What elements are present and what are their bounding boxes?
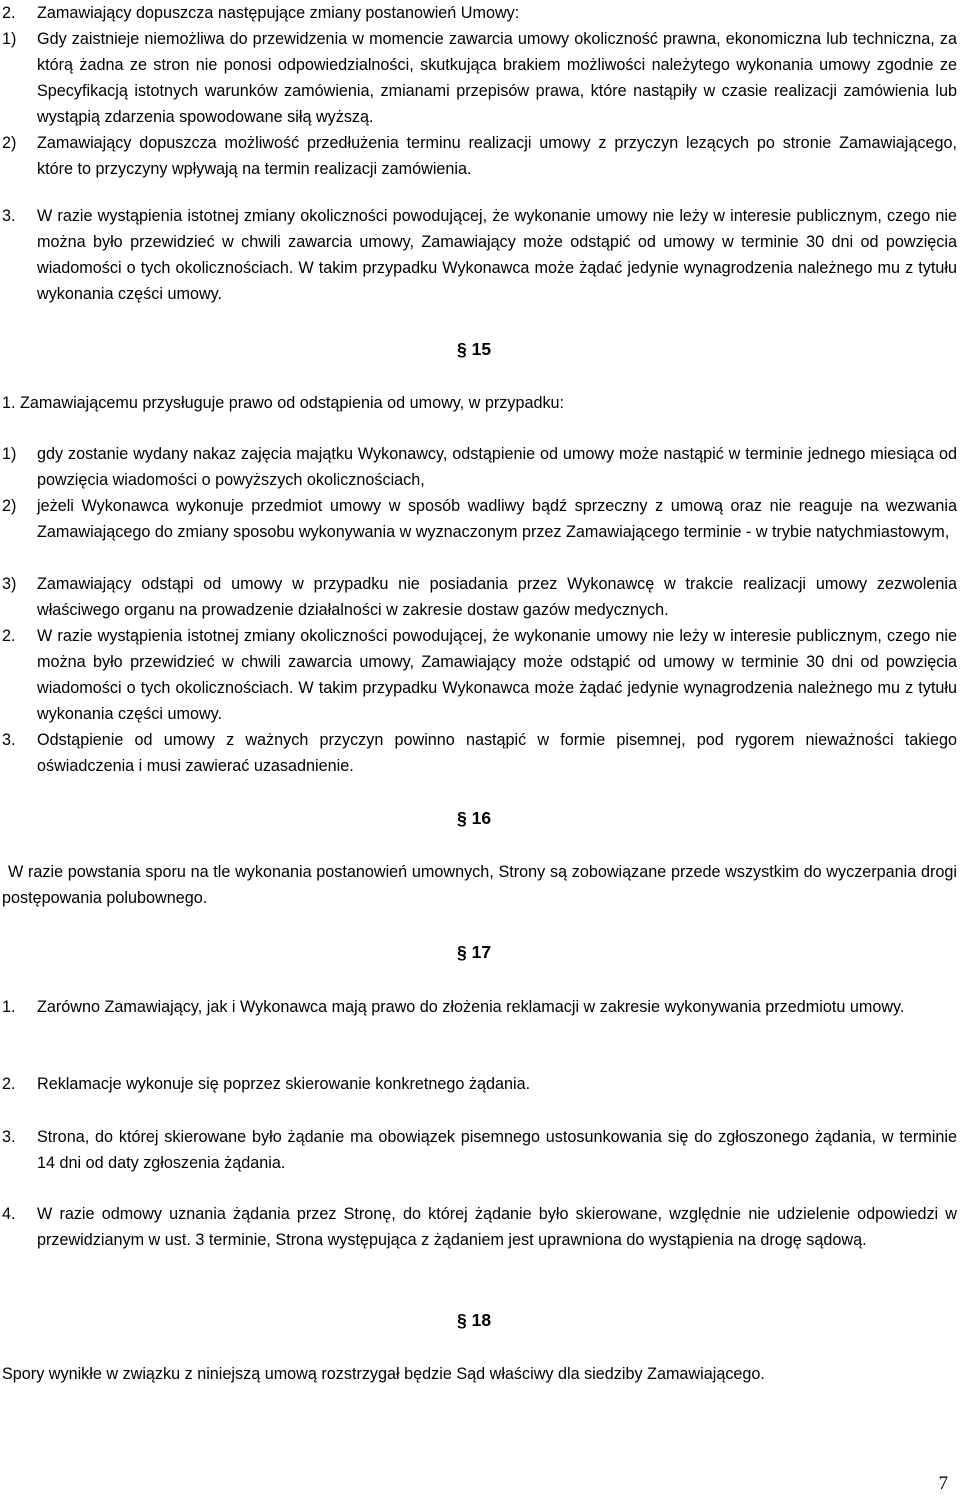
item-number: 3) <box>2 575 17 593</box>
page-number: 7 <box>938 1473 948 1494</box>
section-heading: § 17 <box>457 942 492 962</box>
paragraph-text: Zamawiający dopuszcza możliwość przedłużenia terminu realizacji umowy z przyczyn lezących po stronie Zamawiającego, które to przyczyny wpływają na termin realizacji zamówienia. <box>37 134 957 178</box>
paragraph-text: Reklamacje wykonuje się poprzez skierowanie konkretnego żądania. <box>37 1075 531 1093</box>
item-number: 3. <box>2 731 16 749</box>
section-heading: § 16 <box>457 808 492 828</box>
paragraph-text: W razie odmowy uznania żądania przez Stronę, do której żądanie było skierowane, względnie nie udzielenie odpowiedzi w przewidzianym w ust. 3 terminie, Strona występująca z żądaniem jest uprawniona do wystąpienia na drogę sądową. <box>37 1205 957 1249</box>
item-number: 2. <box>2 4 16 22</box>
paragraph-text: Zamawiający dopuszcza następujące zmiany postanowień Umowy: <box>37 4 520 22</box>
item-number: 3. <box>2 1128 16 1146</box>
paragraph-text: Spory wynikłe w związku z niniejszą umową rozstrzygał będzie Sąd właściwy dla siedziby Zamawiającego. <box>2 1365 765 1383</box>
item-number: 2) <box>2 134 17 152</box>
paragraph-text: Zamawiający odstąpi od umowy w przypadku nie posiadania przez Wykonawcę w trakcie realizacji umowy zezwolenia właściwego organu na prowadzenie działalności w zakresie dostaw gazów medycznych. <box>37 575 957 619</box>
paragraph-text: jeżeli Wykonawca wykonuje przedmiot umowy w sposób wadliwy bądź sprzeczny z umową oraz nie reaguje na wezwania Zamawiającego do zmiany sposobu wykonywania w wyznaczonym przez Zamawiającego terminie - w trybie natychmiastowym, <box>37 497 957 541</box>
item-number: 1) <box>2 30 17 48</box>
item-number: 1) <box>2 445 17 463</box>
paragraph-text: W razie wystąpienia istotnej zmiany okoliczności powodującej, że wykonanie umowy nie leży w interesie publicznym, czego nie można było przewidzieć w chwili zawarcia umowy, Zamawiający może odstąpić od umowy w terminie 30 dni od powzięcia wiadomości o tych okolicznościach. W takim przypadku Wykonawca może żądać jedynie wynagrodzenia należnego mu z tytułu wykonania części umowy. <box>37 627 957 723</box>
paragraph-text: Gdy zaistnieje niemożliwa do przewidzenia w momencie zawarcia umowy okoliczność prawna, ekonomiczna lub techniczna, za którą żadna ze stron nie ponosi odpowiedzialności, skutkująca brakiem możliwości należytego wykonania umowy zgodnie ze Specyfikacją istotnych warunków zamówienia, zmianami przepisów prawa, które nastąpiły w czasie realizacji zamówienia lub wystąpią zdarzenia spowodowane siłą wyższą. <box>37 30 957 126</box>
paragraph-text: Strona, do której skierowane było żądanie ma obowiązek pisemnego ustosunkowania się do zgłoszonego żądania, w terminie 14 dni od daty zgłoszenia żądania. <box>37 1128 957 1172</box>
item-number: 1. <box>2 998 16 1016</box>
item-number: 3. <box>2 207 16 225</box>
section-heading: § 18 <box>457 1310 492 1330</box>
paragraph-text: gdy zostanie wydany nakaz zajęcia majątku Wykonawcy, odstąpienie od umowy może nastąpić w terminie jednego miesiąca od powzięcia wiadomości o powyższych okolicznościach, <box>37 445 957 489</box>
item-number: 4. <box>2 1205 16 1223</box>
item-number: 2. <box>2 627 16 645</box>
paragraph-text: W razie powstania sporu na tle wykonania postanowień umownych, Strony są zobowiązane przede wszystkim do wyczerpania drogi postępowania polubownego. <box>2 863 957 907</box>
paragraph-text: Zarówno Zamawiający, jak i Wykonawca mają prawo do złożenia reklamacji w zakresie wykonywania przedmiotu umowy. <box>37 998 905 1016</box>
item-number: 2) <box>2 497 17 515</box>
paragraph-text: Odstąpienie od umowy z ważnych przyczyn powinno nastąpić w formie pisemnej, pod rygorem nieważności takiego oświadczenia i musi zawierać uzasadnienie. <box>37 731 957 775</box>
paragraph-text: W razie wystąpienia istotnej zmiany okoliczności powodującej, że wykonanie umowy nie leży w interesie publicznym, czego nie można było przewidzieć w chwili zawarcia umowy, Zamawiający może odstąpić od umowy w terminie 30 dni od powzięcia wiadomości o tych okolicznościach. W takim przypadku Wykonawca może żądać jedynie wynagrodzenia należnego mu z tytułu wykonania części umowy. <box>37 207 957 303</box>
item-number: 2. <box>2 1075 16 1093</box>
paragraph-text: 1. Zamawiającemu przysługuje prawo od odstąpienia od umowy, w przypadku: <box>2 394 565 412</box>
section-heading: § 15 <box>457 339 492 359</box>
